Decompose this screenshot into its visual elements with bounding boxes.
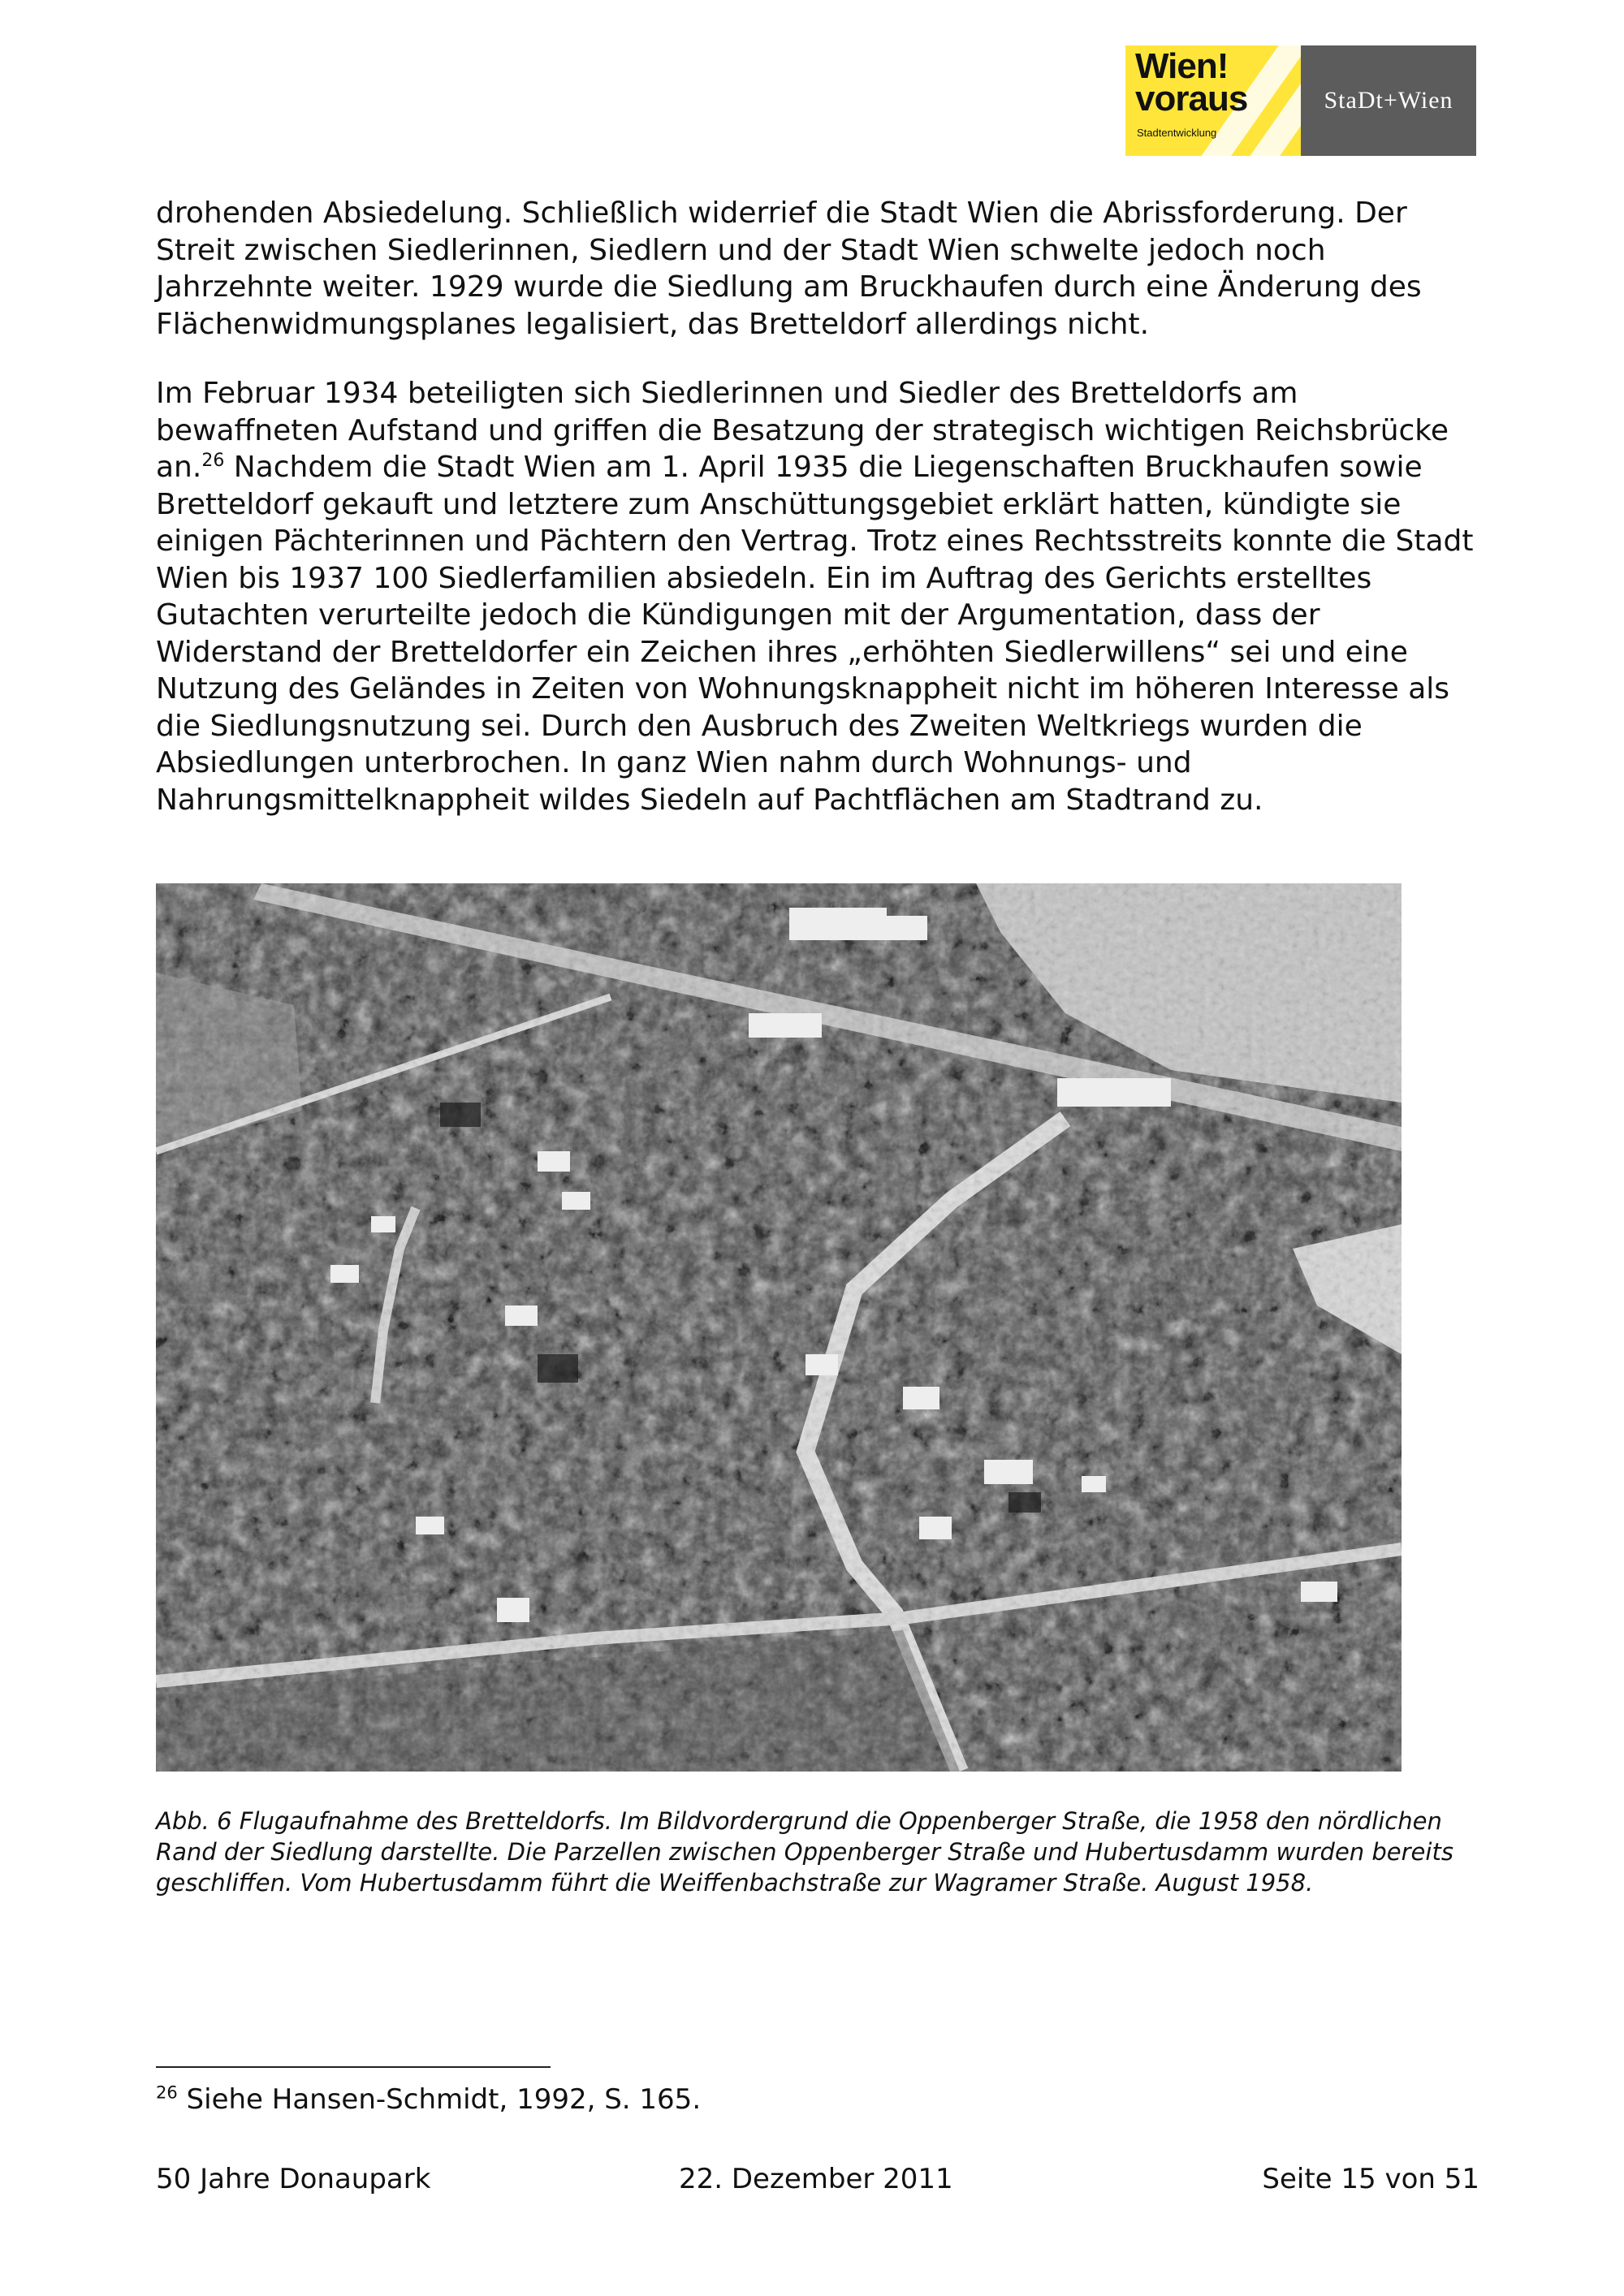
stadt-wien-logo-text: StaDt+Wien [1324, 87, 1453, 114]
stadt-wien-logo [1301, 45, 1476, 156]
paragraph-2-text-a: Im Februar 1934 beteiligten sich Siedlerinnen und Siedler des Bretteldorfs am bewaffneten Aufstand und griffen die Besatzung der strategisch wichtigen Reichsbrücke an. [156, 377, 1449, 484]
footnote-reference[interactable]: 26 [201, 451, 225, 471]
wien-voraus-logo [1125, 45, 1301, 156]
footer-document-title: 50 Jahre Donaupark [156, 2163, 431, 2195]
wien-voraus-logo-title: Wien! voraus [1135, 46, 1248, 119]
paragraph-2-text-b: Nachdem die Stadt Wien am 1. April 1935 die Liegenschaften Bruckhaufen sowie Bretteldorf gekauft und letztere zum Anschüttungsgebiet erklärt hatten, kündigte sie einigen Pächterinnen und Pächtern den Vertrag. Trotz eines Rechtsstreits konnte die Stadt Wien bis 1937 100 Siedlerfamilien absiedeln. Ein im Auftrag des Gerichts erstelltes Gutachten verurteilte jedoch die Kündigungen mit der Argumentation, dass der Widerstand der Bretteldorfer ein Zeichen ihres „erhöhten Siedlerwillens“ sei und eine Nutzung des Geländes in Zeiten von Wohnungsknappheit nicht im höheren Interesse als die Siedlungsnutzung sei. Durch den Ausbruch des Zweiten Weltkriegs wurden die Absiedlungen unterbrochen. In ganz Wien nahm durch Wohnungs- und Nahrungsmittelknappheit wildes Siedeln auf Pachtflächen am Stadtrand zu. [156, 451, 1474, 817]
footnote [156, 2082, 701, 2117]
footnote-divider [156, 2066, 551, 2068]
footnote-number: 26 [156, 2082, 178, 2103]
wien-voraus-logo-subtitle: Stadtentwicklung [1137, 127, 1217, 139]
footnote-text: Siehe Hansen-Schmidt, 1992, S. 165. [177, 2083, 702, 2116]
figure-caption: Abb. 6 Flugaufnahme des Bretteldorfs. Im Bildvordergrund die Oppenberger Straße, die 1958 den nördlichen Rand der Siedlung darstellte. Die Parzellen zwischen Oppenberger Straße und Hubertusdamm wurden bereits geschliffen. Vom Hubertusdamm führt die Weiffenbachstraße zur Wagramer Straße. August 1958. [156, 1807, 1453, 1897]
footer-page-number: Seite 15 von 51 [1262, 2163, 1479, 2195]
paragraph-1: drohenden Absiedelung. Schließlich widerrief die Stadt Wien die Abrissforderung. Der Streit zwischen Siedlerinnen, Siedlern und der Stadt Wien schwelte jedoch noch Jahrzehnte weiter. 1929 wurde die Siedlung am Bruckhaufen durch eine Änderung des Flächenwidmungsplanes legalisiert, das Bretteldorf allerdings nicht. [156, 196, 1422, 341]
paragraph-2 [156, 375, 1488, 818]
aerial-photo-bretteldorf [156, 883, 1402, 1772]
header-logos [1125, 45, 1476, 156]
footer-date: 22. Dezember 2011 [679, 2163, 953, 2195]
